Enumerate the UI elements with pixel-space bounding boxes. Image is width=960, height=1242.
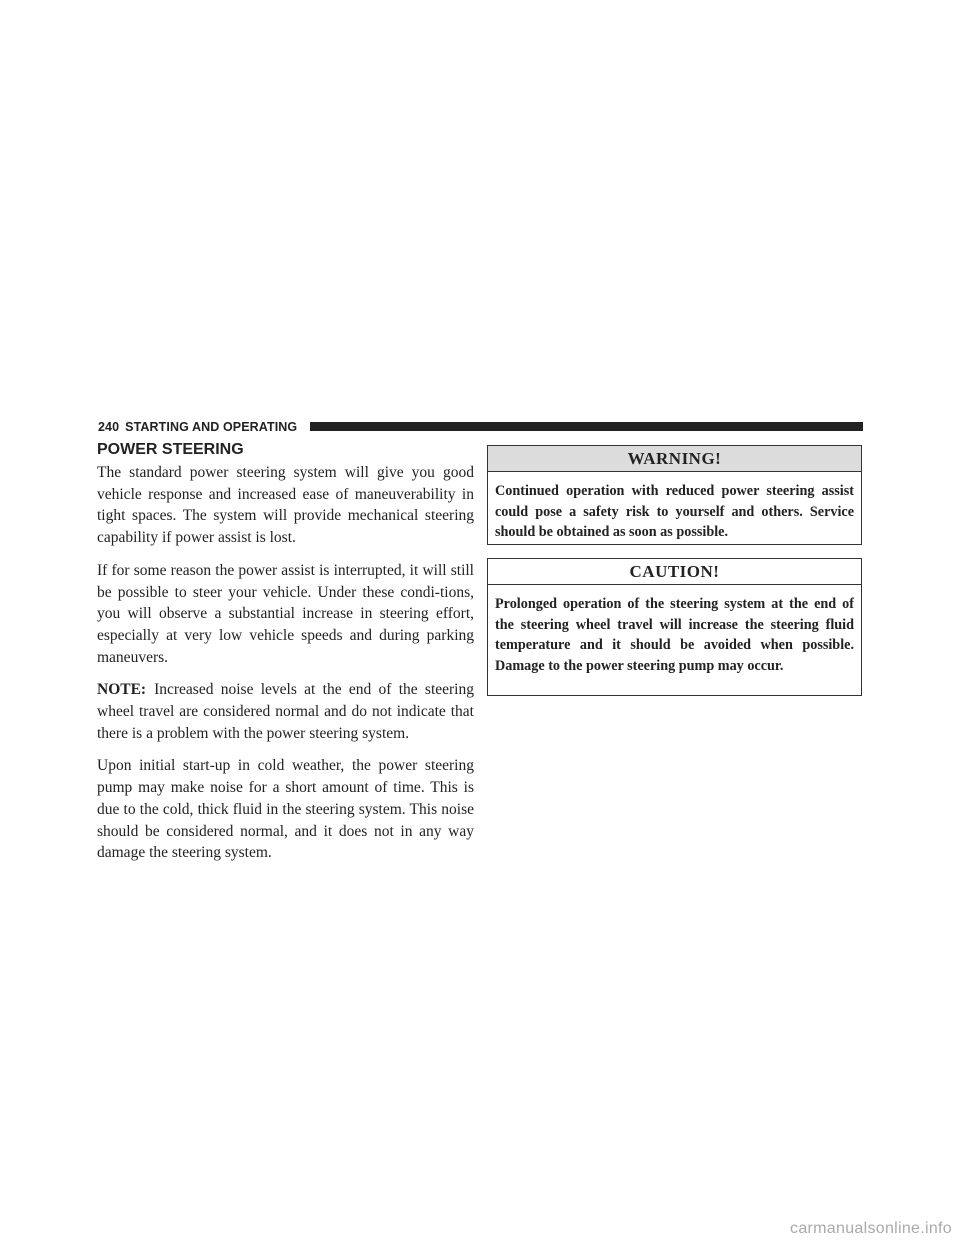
- warning-box: [487, 445, 862, 545]
- section-title: POWER STEERING: [97, 441, 244, 458]
- warning-text: Continued operation with reduced power steering assist could pose a safety risk to yourself and others. Service should be obtained as soon as possible.: [495, 483, 854, 540]
- page-number: 240: [98, 420, 120, 434]
- page-header: [98, 419, 863, 435]
- main-text-column: [97, 440, 474, 875]
- caution-text: Prolonged operation of the steering system at the end of the steering wheel travel will increase the steering fluid temperature and it should be avoided when possible. Damage to the power steering pump may occur.: [495, 596, 854, 674]
- caution-box: [487, 558, 862, 696]
- note-paragraph: [97, 679, 474, 744]
- header-rule: [310, 422, 863, 431]
- note-text: Increased noise levels at the end of the steering wheel travel are considered normal and do not indicate that there is a problem with the power steering system.: [97, 681, 474, 742]
- running-header: [98, 419, 297, 435]
- paragraph-intro: The standard power steering system will give you good vehicle response and increased ease of maneuverability in tight spaces. The system will provide mechanical steering capability if power assist is lost.: [97, 464, 474, 547]
- caution-title: CAUTION!: [488, 559, 861, 585]
- note-label: NOTE:: [97, 681, 147, 699]
- paragraph-assist-interrupted: If for some reason the power assist is interrupted, it will still be possible to steer your vehicle. Under these condi-tions, you will observe a substantial increase in steering effort, especially at very low vehicle speeds and during parking maneuvers.: [97, 561, 474, 666]
- watermark: carmanualsonline.info: [790, 1220, 952, 1237]
- warning-title: WARNING!: [488, 446, 861, 472]
- paragraph-cold-weather: Upon initial start-up in cold weather, the power steering pump may make noise for a short amount of time. This is due to the cold, thick fluid in the steering system. This noise should be considered normal, and it does not in any way damage the steering system.: [97, 757, 474, 862]
- header-section-title: STARTING AND OPERATING: [125, 420, 298, 434]
